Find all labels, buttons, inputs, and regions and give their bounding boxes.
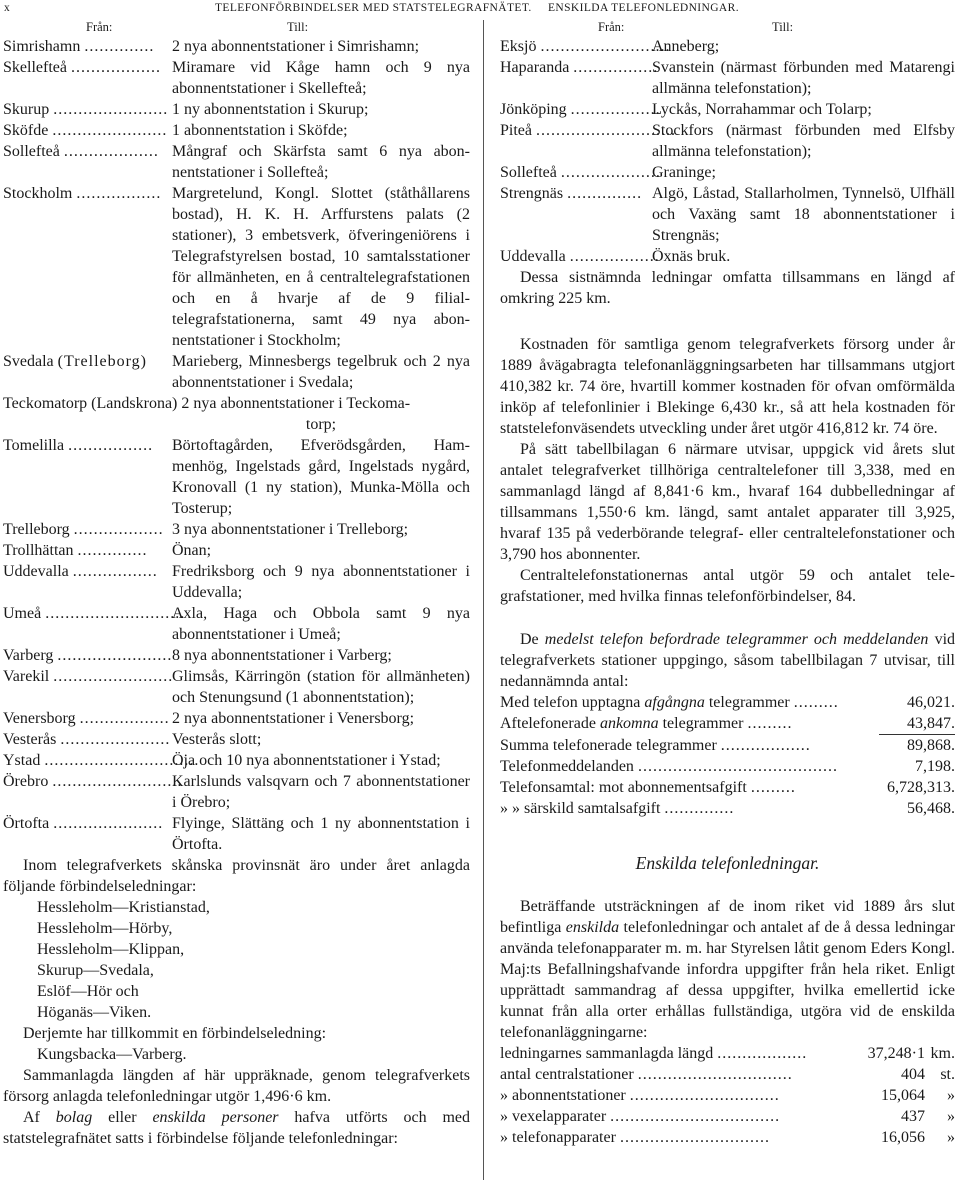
stats-value: 56,468. (907, 800, 955, 817)
entry-place: Uddevalla ................. (3, 563, 158, 580)
entry-place: Skurup ....................... (3, 101, 169, 118)
stats-row (500, 777, 955, 798)
totals-row (500, 1043, 955, 1064)
section-heading: Enskilda telefonledningar. (635, 853, 820, 873)
entry-place: Venersborg .................. (3, 710, 170, 727)
entry-row (3, 813, 470, 855)
totals-unit: km. (930, 1045, 955, 1062)
entry-destination: Marieberg, Minnesbergs tegelbruk och 2 nya abonnentstationer i Svedala; (172, 353, 470, 391)
stats-row (500, 692, 955, 713)
entry-place: Strengnäs ............... (500, 185, 643, 202)
paragraph-sammanlagda: Sammanlagda längden af här uppräknade, genom telegrafverkets försorg anlagda telefonledningar utgör 1,496·6 km. (3, 1067, 470, 1105)
stats-value: 43,847. (879, 713, 955, 735)
entry-row (3, 99, 470, 120)
entry-row (3, 666, 470, 708)
totals-value: 16,056 (881, 1129, 925, 1146)
entry-place: Svedala (Trelleborg) (3, 353, 147, 370)
totals-value: 37,248·1 (867, 1045, 925, 1062)
route-item: Hessleholm—Klippan, (37, 941, 185, 958)
paragraph-af-bolag: Af bolag eller enskilda personer hafva utförts och med statstelegrafnätet satts i förbindelse följande telefonledningar: (3, 1109, 471, 1147)
entry-place: Stockholm ................. (3, 185, 162, 202)
entry-row (3, 540, 470, 561)
stats-label: » » särskild samtalsafgift .............. (500, 800, 735, 817)
route-item: Hessleholm—Hörby, (37, 920, 173, 937)
stats-label: Aftelefonerade ankomna telegrammer ......... (500, 715, 793, 732)
entry-destination: Anneberg; (652, 38, 720, 55)
entry-destination: Flyinge, Slättäng och 1 ny abonnentstation i Örtofta. (172, 815, 470, 853)
stats-value: 7,198. (915, 758, 955, 775)
entry-destination: Margretelund, Kongl. Slottet (ståthållarens bostad), H. K. H. Arffurstens palats (2 stationer), 3 embetsverk, öfveringeniörens i Telegrafstyrelsen bostad, 10 samtalsstationer för allmänheten, en å centraltelegrafstationen och en å hvarje af de 9 filialtelegrafstationerna, samt 49 nya abonnentstationer i Stockholm; (172, 185, 470, 349)
entry-place: Umeå ............................ (3, 605, 186, 622)
stats-label: Med telefon upptagna afgångna telegrammer ......... (500, 694, 839, 711)
entry-destination: 2 nya abonnentstationer i Venersborg; (172, 710, 415, 727)
entry-row (3, 645, 470, 666)
entry-destination: Öja och 10 nya abonnentstationer i Ystad; (172, 752, 441, 769)
entry-row (3, 141, 470, 183)
private-lines-table (500, 1043, 955, 1148)
page-number: x (4, 2, 11, 14)
entry-place: Varekil ........................ (3, 668, 174, 685)
totals-label: ledningarnes sammanlagda längd .................. (500, 1045, 808, 1062)
column-divider (483, 20, 484, 1180)
stats-label: Summa telefonerade telegrammer .................. (500, 736, 811, 754)
entry-place: Varberg ....................... (3, 647, 173, 664)
totals-value: 437 (901, 1108, 925, 1125)
entry-place: Örtofta ...................... (3, 815, 164, 832)
totals-row (500, 1085, 955, 1106)
entry-destination: Graninge; (652, 164, 716, 181)
entry-place: Sköfde ....................... (3, 122, 168, 139)
entry-destination: Fredriksborg och 9 nya abonnentstationer i Uddevalla; (172, 563, 470, 601)
entry-row (3, 603, 470, 645)
left-entry-list-2 (3, 435, 470, 855)
right-column (500, 36, 955, 1148)
entry-destination: Karlslunds valsqvarn och 7 abonnentstationer i Örebro; (172, 773, 470, 811)
stats-value: 46,021. (907, 694, 955, 711)
entry-place: Sollefteå .................... (500, 164, 661, 181)
paragraph-pa-satt: På sätt tabellbilagan 6 närmare utvisar, uppgick vid årets slut antalet telegrafverket tillhöriga centraltelefoner till 3,338, med en sammanlagd längd af 8,841·6 km., hvaraf 164 dubbelledningar af tillsammans 1,550·6 km. längd, samt antalet apparater till 3,925, hvaraf 135 på vederbörande telegraf- eller centraltelefonstationer och 3,790 hos abonnenter. (500, 441, 955, 563)
totals-row (500, 1064, 955, 1085)
entry-place: Ystad ............................... (3, 752, 200, 769)
entry-destination: Miramare vid Kåge hamn och 9 nya abonnentstationer i Skellefteå; (172, 59, 470, 97)
running-title-left: TELEFONFÖRBINDELSER MED STATSTELEGRAFNÄTET. (215, 2, 532, 14)
route-item: Eslöf—Hör och (37, 983, 139, 1000)
entry-place: Simrishamn .............. (3, 38, 155, 55)
entry-place: Uddevalla .................. (500, 248, 660, 265)
entry-destination: 8 nya abonnentstationer i Varberg; (172, 647, 392, 664)
entry-destination: Lyckås, Norrahammar och Tolarp; (652, 101, 872, 118)
entry-row (500, 246, 955, 267)
right-to-label: Till: (772, 20, 794, 34)
route-kungsbacka: Kungsbacka—Varberg. (37, 1046, 187, 1063)
telegram-stats-table (500, 692, 955, 819)
stats-row (500, 735, 955, 757)
paragraph-kostnaden: Kostnaden för samtliga genom telegrafverkets försorg under år 1889 åvägabragta telefonanläggningsarbeten har tillsammans utgjort 410,382 kr. 74 öre, hvartill kommer kostnaden för ofvan omförmälda inköp af telefonlinier i Blekinge 6,430 kr., så att hela kostnaden för statstelefonväsendets utveckling under året utgör 416,812 kr. 74 öre. (500, 336, 955, 437)
right-from-label: Från: (598, 20, 625, 34)
entry-place: Jönköping .................. (500, 101, 661, 118)
entry-place: Vesterås ...................... (3, 731, 171, 748)
totals-label: » vexelapparater .................................. (500, 1108, 781, 1125)
stats-label: Telefonsamtal: mot abonnementsafgift ......... (500, 779, 796, 796)
entry-destination: Önan; (172, 542, 212, 559)
entry-row (3, 561, 470, 603)
spacer (500, 309, 955, 334)
entry-row (3, 708, 470, 729)
stats-value: 89,868. (907, 737, 955, 754)
entry-row (3, 435, 470, 519)
totals-unit: st. (940, 1066, 955, 1083)
totals-unit: » (947, 1087, 955, 1104)
entry-destination: 3 nya abonnentstationer i Trelleborg; (172, 521, 409, 538)
entry-row (3, 120, 470, 141)
totals-unit: » (947, 1129, 955, 1146)
entry-destination: 1 abonnentstation i Sköfde; (172, 122, 348, 139)
entry-place: Trollhättan .............. (3, 542, 148, 559)
teckomatorp-line-cont: torp; (305, 416, 337, 433)
entry-destination: Glimsås, Kärringön (station för allmänheten) och Stenungsund (1 abonnentstation); (172, 668, 470, 706)
route-item: Höganäs—Viken. (37, 1004, 152, 1021)
totals-row (500, 1106, 955, 1127)
entry-destination: Stockfors (närmast förbunden med Elfsby allmänna telefonstation); (652, 122, 955, 160)
entry-place: Tomelilla ................. (3, 437, 154, 454)
totals-value: 404 (901, 1066, 925, 1083)
entry-row (500, 120, 955, 162)
spacer (500, 607, 955, 629)
paragraph-derjemte: Derjemte har tillkommit en förbindelseledning: (23, 1025, 327, 1042)
paragraph-betraffande: Beträffande utsträckningen af de inom riket vid 1889 års slut befintliga enskilda telefonledningar och antalet af de å dessa ledningar använda telefonapparater m. m. har Styrelsen låtit genom Eders Kongl. Maj:ts Befallningshafvande infordra uppgifter från hela riket. Enligt upprättadt sammandrag af dessa uppgifter, hvilka emellertid icke kunnat från alla orter erhållas fullständiga, utgöra vid de enskilda telefonanläggningarne: (500, 898, 956, 1041)
totals-label: » abonnentstationer .............................. (500, 1087, 780, 1104)
running-title-right: ENSKILDA TELEFONLEDNINGAR. (548, 2, 739, 14)
stats-label: Telefonmeddelanden ........................................ (500, 758, 838, 775)
totals-value: 15,064 (881, 1087, 925, 1104)
entry-row (3, 519, 470, 540)
left-entry-list (3, 36, 470, 393)
paragraph-summary: Dessa sistnämnda ledningar omfatta tillsammans en längd af omkring 225 km. (500, 269, 955, 307)
entry-destination: 1 ny abonnentstation i Skurup; (172, 101, 369, 118)
route-item: Hessleholm—Kristianstad, (37, 899, 210, 916)
teckomatorp-entry (3, 393, 470, 435)
entry-row (3, 183, 470, 351)
entry-row (500, 162, 955, 183)
entry-place: Sollefteå ................... (3, 143, 159, 160)
entry-destination: Mångraf och Skärfsta samt 6 nya abonnentstationer i Sollefteå; (172, 143, 470, 181)
entry-destination: Vesterås slott; (172, 731, 262, 748)
entry-destination: Axla, Haga och Obbola samt 9 nya abonnentstationer i Umeå; (172, 605, 470, 643)
totals-row (500, 1127, 955, 1148)
stats-value: 6,728,313. (887, 779, 955, 796)
left-column (3, 36, 470, 1149)
entry-row (3, 729, 470, 750)
paragraph-central: Centraltelefonstationernas antal utgör 59 och antalet telegrafstationer, med hvilka finnas telefonförbindelser, 84. (500, 567, 955, 605)
entry-row (3, 36, 470, 57)
right-entry-list (500, 36, 955, 267)
entry-destination: Algö, Låstad, Stallarholmen, Tynnelsö, Ulfhäll och Vaxäng samt 18 abonnentstationer i Strengnäs; (652, 185, 955, 244)
entry-destination: Börtoftagården, Efverödsgården, Hammenhög, Ingelstads gård, Ingelstads nygård, Kronovall (1 ny station), Munka-Mölla och Tosterup; (172, 437, 470, 517)
entry-row (500, 183, 955, 246)
entry-destination: 2 nya abonnentstationer i Simrishamn; (172, 38, 420, 55)
entry-row (3, 57, 470, 99)
totals-unit: » (947, 1108, 955, 1125)
entry-row (3, 750, 470, 771)
entry-destination: Öxnäs bruk. (652, 248, 731, 265)
left-from-label: Från: (86, 20, 113, 34)
paragraph-de-medelst: De medelst telefon befordrade telegrammer och meddelanden vid telegrafverkets stationer uppgingo, såsom tabellbilagan 7 utvisar, till nedannämnda antal: (500, 631, 956, 690)
entry-place: Eksjö .......................... (500, 38, 671, 55)
totals-label: antal centralstationer ............................... (500, 1066, 793, 1083)
page-header (0, 0, 960, 16)
teckomatorp-line: Teckomatorp (Landskrona) 2 nya abonnentstationer i Teckoma- (3, 395, 411, 412)
entry-destination: Svanstein (närmast förbunden med Matarengi allmänna telefonstation); (652, 59, 955, 97)
entry-place: Trelleborg .................. (3, 521, 164, 538)
left-to-label: Till: (287, 20, 309, 34)
entry-place: Örebro .......................... (3, 773, 183, 790)
stats-row (500, 756, 955, 777)
entry-place: Haparanda ................. (500, 59, 659, 76)
paragraph-inom: Inom telegrafverkets skånska provinsnät äro under året anlagda följande förbindelseledningar: (3, 857, 470, 895)
entry-row (3, 351, 470, 393)
stats-row (500, 713, 955, 735)
entry-place: Piteå ............................ (500, 122, 676, 139)
entry-row (500, 36, 955, 57)
entry-row (500, 57, 955, 99)
entry-row (500, 99, 955, 120)
entry-place: Skellefteå .................. (3, 59, 161, 76)
route-list (3, 897, 470, 1023)
stats-row (500, 798, 955, 819)
totals-label: » telefonapparater .............................. (500, 1129, 770, 1146)
entry-row (3, 771, 470, 813)
route-item: Skurup—Svedala, (37, 962, 154, 979)
